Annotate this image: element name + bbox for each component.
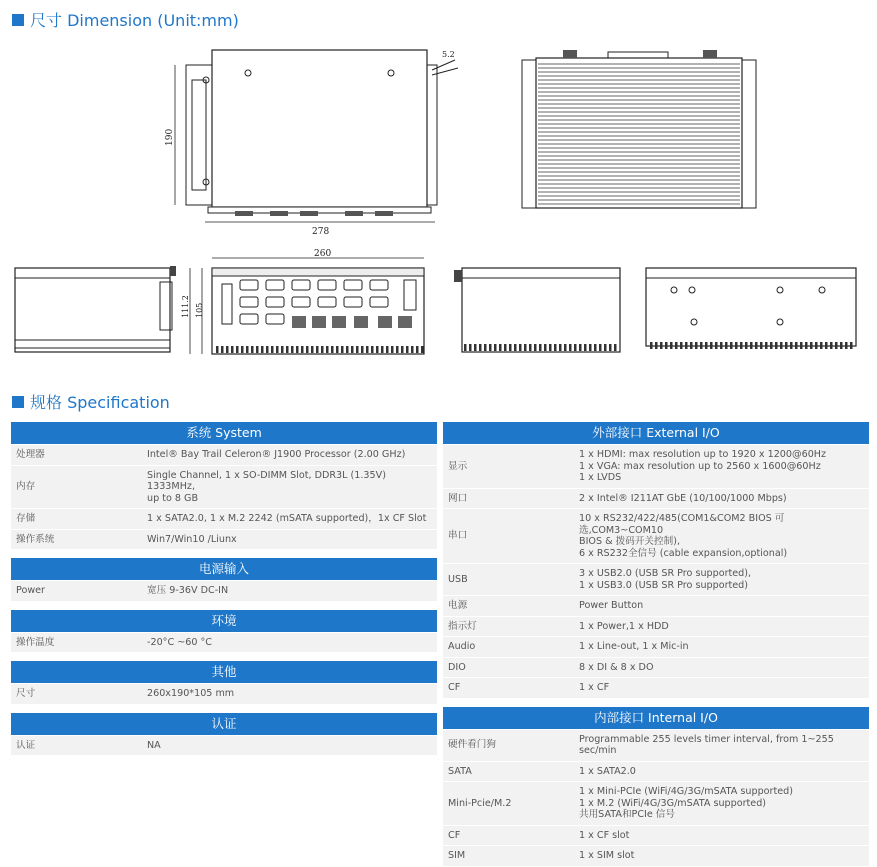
spec-row [443, 730, 869, 762]
dim-111-2-label: 111.2 [181, 295, 190, 318]
front-io-view-drawing [182, 246, 442, 358]
spec-key: Power [16, 585, 46, 596]
fin-tooth [810, 342, 813, 349]
dim-260-label: 260 [314, 249, 332, 259]
spec-group-header: 认证 [11, 713, 437, 735]
spec-row [443, 658, 869, 679]
fin-tooth [755, 342, 758, 349]
fin-tooth [276, 346, 279, 353]
spec-key: 内存 [16, 481, 36, 492]
fin-tooth [700, 342, 703, 349]
fin-tooth [381, 346, 384, 353]
fin-tooth [840, 342, 843, 349]
dim-5-2-label: 5.2 [442, 50, 455, 59]
spec-row [443, 509, 869, 564]
spec-row [443, 782, 869, 826]
fin-tooth [386, 346, 389, 353]
fin-tooth [735, 342, 738, 349]
fin-tooth [579, 344, 582, 351]
fin-tooth [281, 346, 284, 353]
fin-tooth [479, 344, 482, 351]
spec-row [11, 633, 437, 654]
spec-group-header: 内部接口 Internal I/O [443, 707, 869, 729]
dim-190-label: 190 [165, 128, 175, 146]
fin-tooth [559, 344, 562, 351]
fin-tooth [675, 342, 678, 349]
fin-tooth [311, 346, 314, 353]
io-port-icon [354, 316, 368, 328]
fin-tooth [690, 342, 693, 349]
fin-tooth [554, 344, 557, 351]
fin-tooth [745, 342, 748, 349]
fin-tooth [805, 342, 808, 349]
fin-tooth [396, 346, 399, 353]
spec-left-column [11, 422, 437, 756]
spec-row [443, 617, 869, 638]
fin-tooth [549, 344, 552, 351]
fin-tooth [785, 342, 788, 349]
spec-key: DIO [448, 661, 466, 673]
fin-tooth [539, 344, 542, 351]
fin-tooth [376, 346, 379, 353]
spec-value: Intel® Bay Trail Celeron® J1900 Processor (2.00 GHz) [147, 449, 406, 460]
fin-tooth [820, 342, 823, 349]
spec-row [11, 445, 437, 466]
spec-value: 1 x SATA2.0, 1 x M.2 2242 (mSATA supported)，1x CF Slot [147, 513, 427, 524]
fin-tooth [336, 346, 339, 353]
spec-value: 8 x DI & 8 x DO [579, 661, 654, 673]
side-view-left-drawing [12, 262, 182, 358]
spec-row [443, 564, 869, 596]
fin-tooth [371, 346, 374, 353]
spec-key: 网口 [448, 492, 468, 504]
fin-tooth [524, 344, 527, 351]
spec-key: 处理器 [16, 449, 45, 460]
spec-key: USB [448, 573, 468, 585]
fin-tooth [421, 346, 424, 353]
fin-tooth [216, 346, 219, 353]
spec-value: Programmable 255 levels timer interval, from 1~255 sec/min [579, 733, 834, 756]
fin-tooth [351, 346, 354, 353]
fin-tooth [815, 342, 818, 349]
fin-tooth [406, 346, 409, 353]
fin-tooth [564, 344, 567, 351]
spec-row [11, 530, 437, 551]
fin-tooth [780, 342, 783, 349]
fin-tooth [589, 344, 592, 351]
spec-row [443, 445, 869, 489]
fin-tooth [765, 342, 768, 349]
spec-key: 显示 [448, 460, 468, 472]
fin-tooth [825, 342, 828, 349]
fin-tooth [411, 346, 414, 353]
fin-tooth [251, 346, 254, 353]
fin-tooth [695, 342, 698, 349]
fin-tooth [469, 344, 472, 351]
fin-tooth [650, 342, 653, 349]
dimension-title-text: 尺寸 Dimension (Unit:mm) [30, 11, 239, 30]
section-square-icon [12, 396, 24, 408]
fin-tooth [494, 344, 497, 351]
spec-title-text: 规格 Specification [30, 393, 170, 412]
spec-group-header: 电源输入 [11, 558, 437, 580]
spec-row [443, 762, 869, 783]
spec-value: 3 x USB2.0 (USB SR Pro supported), 1 x USB3.0 (USB SR Pro supported) [579, 568, 752, 591]
section-square-icon [12, 14, 24, 26]
spec-value: Power Button [579, 600, 644, 611]
spec-row [11, 684, 437, 705]
fin-tooth [790, 342, 793, 349]
fin-tooth [291, 346, 294, 353]
spec-key: 操作温度 [16, 636, 55, 648]
spec-key: CF [448, 682, 461, 693]
fin-tooth [221, 346, 224, 353]
side-view-heatsink-drawing [450, 262, 630, 358]
spec-group-header: 外部接口 External I/O [443, 422, 869, 444]
fin-tooth [366, 346, 369, 353]
fin-tooth [474, 344, 477, 351]
fin-tooth [584, 344, 587, 351]
fin-tooth [800, 342, 803, 349]
spec-value: Win7/Win10 /Liunx [147, 533, 237, 545]
fin-tooth [499, 344, 502, 351]
fin-tooth [660, 342, 663, 349]
fin-tooth [655, 342, 658, 349]
group-gap [443, 699, 869, 707]
fin-tooth [750, 342, 753, 349]
fin-tooth [574, 344, 577, 351]
fin-tooth [845, 342, 848, 349]
fin-tooth [321, 346, 324, 353]
fin-tooth [356, 346, 359, 353]
fin-tooth [306, 346, 309, 353]
fin-tooth [715, 342, 718, 349]
fin-tooth [740, 342, 743, 349]
fin-tooth [534, 344, 537, 351]
fin-tooth [770, 342, 773, 349]
spec-row [443, 489, 869, 510]
fin-tooth [685, 342, 688, 349]
fin-tooth [519, 344, 522, 351]
fin-tooth [236, 346, 239, 353]
fin-tooth [594, 344, 597, 351]
spec-value: 1 x Line-out, 1 x Mic-in [579, 641, 689, 652]
spec-row [443, 637, 869, 658]
spec-value: 260x190*105 mm [147, 688, 235, 699]
spec-value: 1 x Power,1 x HDD [579, 620, 669, 632]
fin-tooth [226, 346, 229, 353]
fin-tooth [341, 346, 344, 353]
spec-value: 宽压 9-36V DC-IN [147, 585, 229, 596]
spec-value: 1 x SIM slot [579, 850, 635, 861]
fin-tooth [331, 346, 334, 353]
fin-tooth [316, 346, 319, 353]
spec-row [11, 581, 437, 602]
fin-tooth [266, 346, 269, 353]
spec-key: 尺寸 [16, 688, 36, 699]
io-port-icon [332, 316, 346, 328]
dim-105-label: 105 [195, 302, 204, 318]
spec-key: SATA [448, 765, 472, 777]
fin-tooth [725, 342, 728, 349]
io-port-icon [292, 316, 306, 328]
spec-value: 1 x SATA2.0 [579, 765, 636, 777]
spec-key: 电源 [448, 600, 468, 611]
spec-key: 串口 [448, 530, 468, 542]
fin-tooth [665, 342, 668, 349]
fin-tooth [514, 344, 517, 351]
fin-tooth [326, 346, 329, 353]
fin-tooth [286, 346, 289, 353]
spec-row [11, 466, 437, 510]
spec-value: 1 x CF [579, 682, 610, 693]
spec-key: SIM [448, 850, 466, 861]
fin-tooth [346, 346, 349, 353]
spec-group-header: 系统 System [11, 422, 437, 444]
fin-tooth [670, 342, 673, 349]
spec-row [11, 509, 437, 530]
group-gap [11, 705, 437, 713]
spec-group-header: 其他 [11, 661, 437, 683]
fin-tooth [504, 344, 507, 351]
spec-row [11, 736, 437, 757]
heatsink-view-drawing [518, 46, 758, 216]
fin-tooth [775, 342, 778, 349]
spec-value: 1 x HDMI: max resolution up to 1920 x 1200@60Hz 1 x VGA: max resolution up to 2560 x 1600@60Hz 1 x LVDS [579, 449, 827, 483]
fin-tooth [705, 342, 708, 349]
spec-key: 操作系统 [16, 533, 55, 545]
fin-tooth [614, 344, 617, 351]
fin-tooth [850, 342, 853, 349]
spec-key: 存储 [16, 513, 36, 524]
spec-value: NA [147, 739, 161, 751]
spec-key: 指示灯 [448, 620, 477, 632]
fin-tooth [391, 346, 394, 353]
fin-tooth [231, 346, 234, 353]
fin-tooth [296, 346, 299, 353]
spec-key: Audio [448, 641, 476, 652]
spec-row [443, 678, 869, 699]
spec-row [443, 846, 869, 867]
fin-tooth [730, 342, 733, 349]
fin-tooth [599, 344, 602, 351]
fin-tooth [256, 346, 259, 353]
fin-tooth [760, 342, 763, 349]
fin-tooth [835, 342, 838, 349]
rear-view-drawing [642, 262, 867, 358]
fin-tooth [609, 344, 612, 351]
group-gap [11, 653, 437, 661]
fin-tooth [795, 342, 798, 349]
fin-tooth [529, 344, 532, 351]
fin-tooth [544, 344, 547, 351]
fin-tooth [261, 346, 264, 353]
fin-tooth [569, 344, 572, 351]
spec-value: 1 x Mini-PCIe (WiFi/4G/3G/mSATA supported) 1 x M.2 (WiFi/4G/3G/mSATA supported) 共用SATA和PCIe 信号 [579, 786, 793, 820]
io-port-icon [312, 316, 326, 328]
fin-tooth [464, 344, 467, 351]
fin-tooth [720, 342, 723, 349]
fin-tooth [401, 346, 404, 353]
spec-value: 2 x Intel® I211AT GbE (10/100/1000 Mbps) [579, 492, 787, 504]
fin-tooth [710, 342, 713, 349]
fin-tooth [484, 344, 487, 351]
group-gap [11, 550, 437, 558]
fin-tooth [301, 346, 304, 353]
fin-tooth [241, 346, 244, 353]
spec-key: CF [448, 829, 461, 841]
spec-key: 认证 [16, 739, 36, 751]
spec-title [12, 390, 170, 413]
io-port-icon [378, 316, 392, 328]
spec-value: Single Channel, 1 x SO-DIMM Slot, DDR3L (1.35V) 1333MHz, up to 8 GB [147, 469, 386, 504]
group-gap [11, 602, 437, 610]
fin-tooth [489, 344, 492, 351]
spec-group-header: 环境 [11, 610, 437, 632]
spec-right-column [443, 422, 869, 867]
fin-tooth [509, 344, 512, 351]
spec-value: 10 x RS232/422/485(COM1&COM2 BIOS 可选,COM3~COM10 BIOS & 拨码开关控制), 6 x RS232全信号 (cable expansion,optional) [579, 513, 788, 559]
fin-tooth [271, 346, 274, 353]
spec-value: 1 x CF slot [579, 829, 630, 841]
dim-278-label: 278 [312, 227, 330, 237]
fin-tooth [830, 342, 833, 349]
fin-tooth [361, 346, 364, 353]
fin-tooth [246, 346, 249, 353]
spec-key: Mini-Pcie/M.2 [448, 797, 512, 809]
spec-row [443, 826, 869, 847]
io-port-icon [398, 316, 412, 328]
spec-value: -20°C ~60 °C [147, 636, 213, 648]
fin-tooth [416, 346, 419, 353]
fin-tooth [604, 344, 607, 351]
top-view-drawing [160, 40, 480, 240]
spec-row [443, 596, 869, 617]
dimension-title [12, 8, 239, 31]
fin-tooth [680, 342, 683, 349]
spec-key: 硬件看门狗 [448, 739, 496, 751]
